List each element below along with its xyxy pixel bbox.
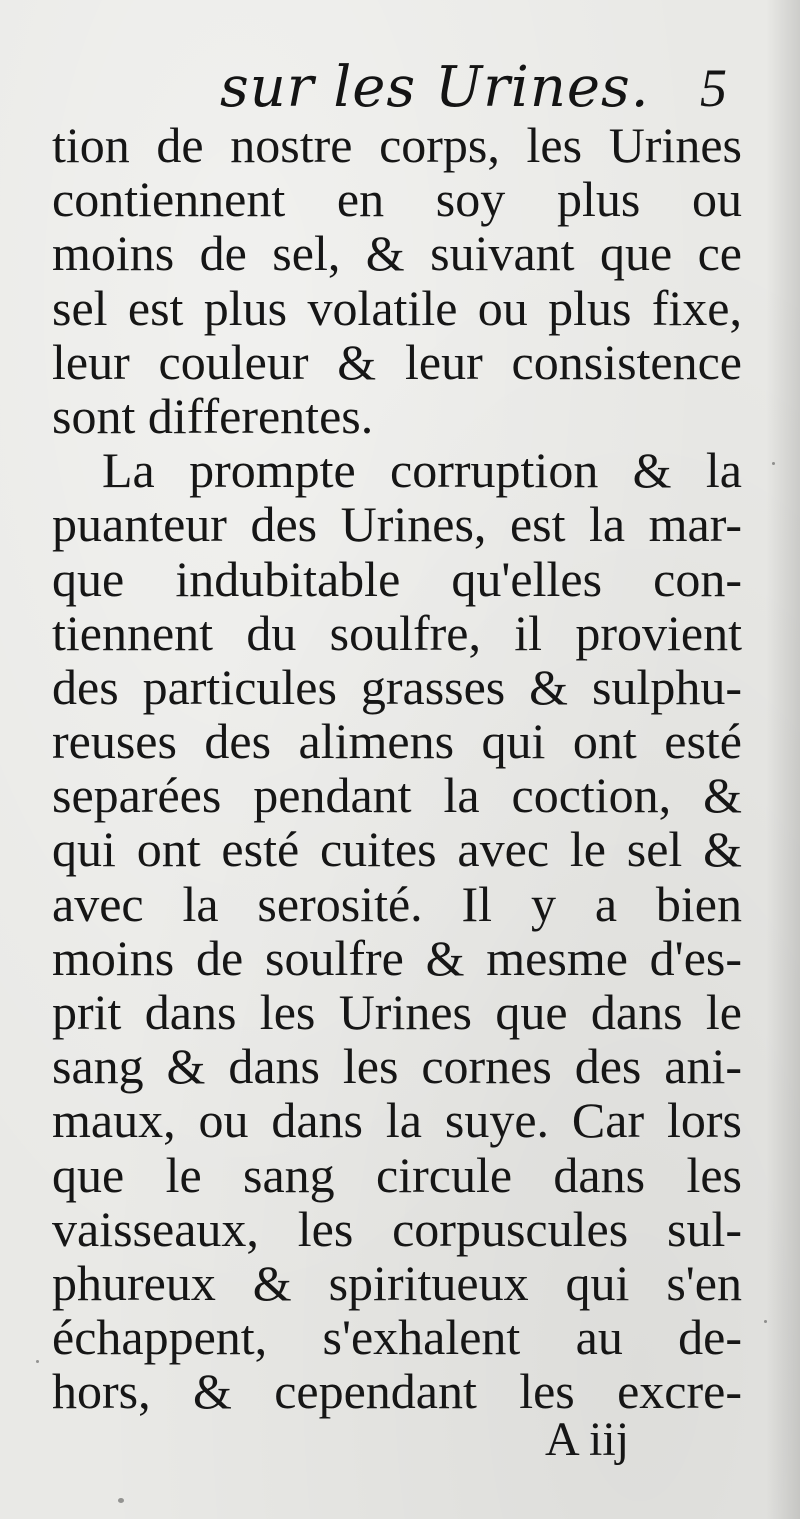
page-edge-shadow [766,0,800,1519]
text-line: puanteur des Urines, est la mar- [52,496,742,553]
text-line: avec la serosité. Il y a bien [52,875,742,932]
text-line: contiennent en soy plus ou [52,171,742,228]
text-line: hors, & cependant les excre- [52,1363,742,1420]
text-line: moins de soulfre & mesme d'es- [52,929,742,986]
page-number: 5 [700,58,727,118]
text-line: La prompte corruption & la [102,442,742,499]
paragraph-2 [52,443,742,1418]
ink-speck [764,1320,767,1323]
ink-speck [118,1498,124,1503]
text-line: phureux & spiritueux qui s'en [52,1254,742,1311]
text-line: sel est plus volatile ou plus fixe, [52,279,742,336]
body-text [52,118,742,1419]
text-line: échappent, s'exhalent au de- [52,1309,742,1366]
paragraph-1 [52,118,742,443]
ink-speck [772,462,775,465]
text-line: qui ont esté cuites avec le sel & [52,821,742,878]
text-line: sont differentes. [52,387,374,444]
text-line: tion de nostre corps, les Urines [52,117,742,173]
text-line: tiennent du soulfre, il provient [52,604,742,661]
text-line: que le sang circule dans les [52,1146,742,1203]
page-header [0,48,800,128]
text-line: des particules grasses & sulphu- [52,658,742,715]
text-line: vaisseaux, les corpuscules sul- [52,1200,742,1257]
ink-speck [36,1360,39,1363]
text-line: separées pendant la coction, & [52,767,742,824]
text-line: moins de sel, & suivant que ce [52,225,742,282]
text-line: leur couleur & leur consistence [52,333,742,390]
text-line: maux, ou dans la suye. Car lors [52,1092,742,1149]
text-line: que indubitable qu'elles con- [52,550,742,607]
text-line: reuses des alimens qui ont esté [52,713,742,770]
text-line: sang & dans les cornes des ani- [52,1038,742,1095]
text-line: prit dans les Urines que dans le [52,984,742,1040]
signature-mark: A iij [545,1413,630,1466]
running-title: sur les Urines. [220,55,650,120]
